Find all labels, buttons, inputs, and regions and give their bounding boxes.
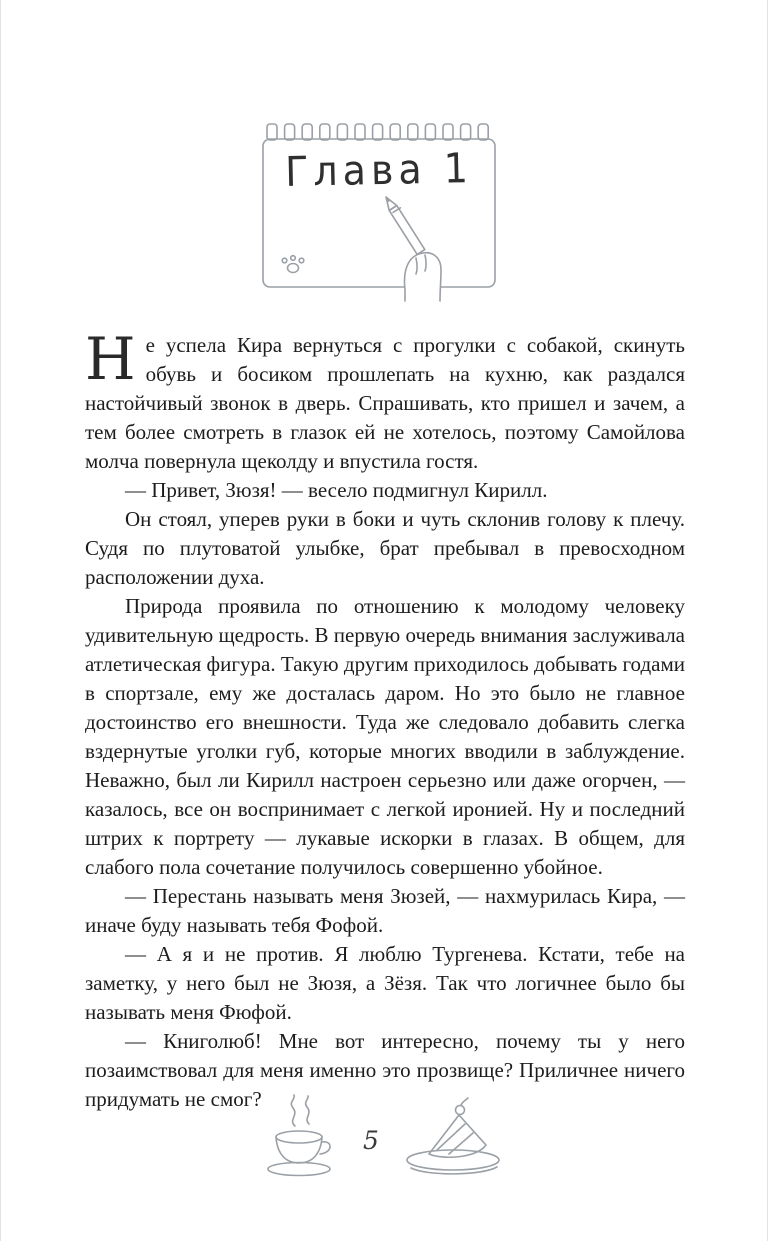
paragraph: — Книголюб! Мне вот интересно, почему ты у него позаимствовал для меня именно это прозвище? Приличнее ничего придумать не смог? xyxy=(85,1029,685,1111)
cat-paw-icon xyxy=(405,253,441,301)
page-number: 5 xyxy=(363,1126,379,1155)
cake-slice-icon xyxy=(399,1096,511,1184)
paw-print-icon xyxy=(282,256,304,273)
chapter-title: Глава 1 xyxy=(284,144,474,196)
paragraph: — А я и не против. Я люблю Тургенева. Кстати, тебе на заметку, у него был не Зюзя, а Зёзя. Так что логичнее было бы называть меня Фюфой. xyxy=(85,942,685,1024)
paragraph-opening-text: е успела Кира вернуться с прогулки с собакой, скинуть обувь и босиком прошлепать на кухню, как раздался настойчивый звонок в дверь. Спрашивать, кто пришел и зачем, а тем более смотреть в глазок ей не хотелось, поэтому Самойлова молча повернула щеколду и впустила гостя. xyxy=(85,333,685,473)
notepad-tabs-icon xyxy=(267,124,488,140)
paragraph: Природа проявила по отношению к молодому человеку удивительную щедрость. В первую очередь внимания заслуживала атлетическая фигура. Такую другим приходилось добывать годами в спортзале, ему же досталась даром. Но это было не главное достоинство его внешности. Туда же следовало добавить слегка вздернутые уголки губ, которые многих вводили в заблуждение. Неважно, был ли Кирилл настроен серьезно или даже огорчен, — казалось, все он воспринимает с легкой иронией. Ну и последний штрих к портрету — лукавые искорки в глазах. В общем, для слабого пола сочетание получилось совершенно убойное. xyxy=(85,594,685,879)
paragraph: — Перестань называть меня Зюзей, — нахмурилась Кира, — иначе буду называть тебя Фофой. xyxy=(85,884,685,937)
paragraph: Он стоял, уперев руки в боки и чуть склонив голову к плечу. Судя по плутоватой улыбке, брат пребывал в превосходном расположении духа. xyxy=(85,507,685,589)
text-block xyxy=(85,325,685,1114)
paragraph: — Привет, Зюзя! — весело подмигнул Кирилл. xyxy=(125,478,548,502)
dropcap: Н xyxy=(85,325,136,393)
pencil-icon xyxy=(386,197,425,254)
paragraph-opening xyxy=(85,325,685,476)
